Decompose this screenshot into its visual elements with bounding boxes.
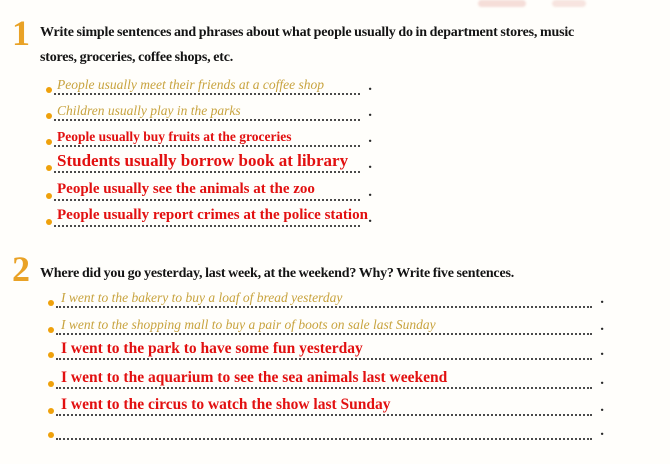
answer-line: [54, 225, 360, 227]
bullet-icon: [46, 165, 52, 171]
line-end-period: .: [368, 130, 372, 146]
answer-text: People usually meet their friends at a coffee shop: [57, 76, 324, 92]
line-end-period: .: [600, 372, 604, 388]
answer-line: [56, 387, 592, 389]
exercise2-answer-row-5[interactable]: [46, 392, 604, 416]
exercise2-prompt: Where did you go yesterday, last week, at the weekend? Why? Write five sentences.: [40, 266, 515, 281]
answer-line: [56, 333, 592, 335]
answer-line: [54, 145, 360, 147]
exercise1-number: 1: [12, 13, 30, 53]
line-end-period: .: [368, 210, 372, 226]
exercise2-answer-row-2[interactable]: [46, 311, 604, 335]
answer-text: I went to the park to have some fun yesterday: [61, 339, 363, 357]
answer-line: [54, 93, 360, 95]
answer-text: I went to the bakery to buy a loaf of bread yesterday: [61, 289, 343, 305]
exercise1-answer-row-3[interactable]: [44, 123, 372, 147]
bullet-icon: [46, 87, 52, 93]
answer-line: [56, 306, 592, 308]
exercise1-answer-row-4[interactable]: [44, 149, 372, 173]
line-end-period: .: [600, 423, 604, 439]
answer-text: People usually report crimes at the police station: [57, 207, 368, 223]
exercise2-answer-row-3[interactable]: [46, 336, 604, 360]
answer-text: People usually see the animals at the zoo: [57, 181, 315, 197]
line-end-period: .: [368, 156, 372, 172]
exercise1-prompt-line1: Write simple sentences and phrases about what people usually do in department stores, music: [40, 25, 575, 40]
exercise2-answer-row-6[interactable]: [46, 416, 604, 440]
line-end-period: .: [600, 343, 604, 359]
line-end-period: .: [368, 104, 372, 120]
exercise1-answer-row-6[interactable]: [44, 203, 372, 227]
exercise2-answer-row-4[interactable]: [46, 365, 604, 389]
bullet-icon: [48, 432, 54, 438]
bullet-icon: [48, 327, 54, 333]
exercise2-number: 2: [12, 249, 30, 289]
bullet-icon: [46, 219, 52, 225]
answer-text: Children usually play in the parks: [57, 102, 241, 118]
answer-text: I went to the circus to watch the show last Sunday: [61, 395, 391, 413]
answer-text: I went to the shopping mall to buy a pair of boots on sale last Sunday: [61, 316, 436, 332]
answer-line: [54, 199, 360, 201]
answer-line: [54, 171, 360, 173]
exercise1-answer-row-1[interactable]: [44, 71, 372, 95]
answer-text: I went to the aquarium to see the sea animals last weekend: [61, 368, 448, 386]
answer-text: Students usually borrow book at library: [57, 151, 349, 170]
bullet-icon: [48, 381, 54, 387]
line-end-period: .: [600, 291, 604, 307]
page-edge-artifact: [478, 0, 526, 7]
bullet-icon: [46, 139, 52, 145]
bullet-icon: [48, 408, 54, 414]
answer-text: People usually buy fruits at the groceries: [57, 128, 292, 144]
line-end-period: .: [600, 399, 604, 415]
answer-line: [56, 358, 592, 360]
answer-line: [54, 119, 360, 121]
exercise1-answer-row-5[interactable]: [44, 177, 372, 201]
exercise2-answer-row-1[interactable]: [46, 284, 604, 308]
bullet-icon: [46, 193, 52, 199]
bullet-icon: [48, 352, 54, 358]
line-end-period: .: [368, 184, 372, 200]
answer-line: [56, 438, 592, 440]
line-end-period: .: [368, 78, 372, 94]
page-edge-artifact: [552, 0, 586, 7]
exercise1-answer-row-2[interactable]: [44, 97, 372, 121]
bullet-icon: [46, 113, 52, 119]
line-end-period: .: [600, 318, 604, 334]
exercise1-prompt-line2: stores, groceries, coffee shops, etc.: [40, 50, 234, 65]
bullet-icon: [48, 300, 54, 306]
